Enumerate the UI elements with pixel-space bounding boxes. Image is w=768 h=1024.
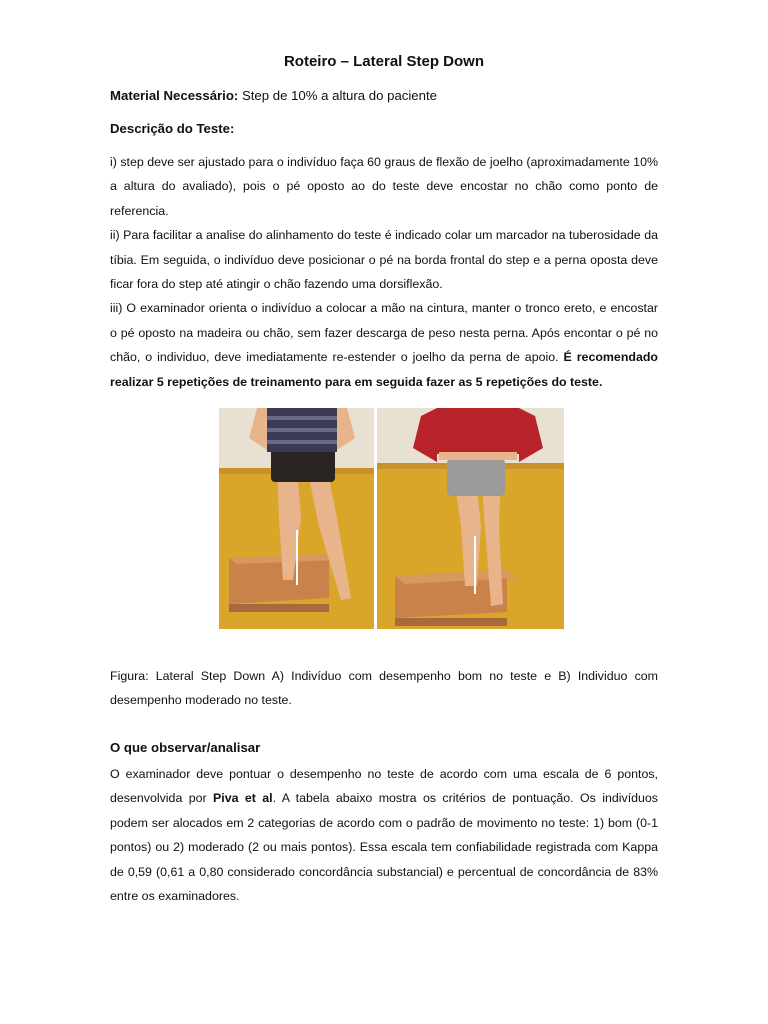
material-label: Material Necessário: bbox=[110, 88, 239, 103]
material-line bbox=[110, 87, 658, 105]
description-body bbox=[110, 150, 658, 394]
figure-caption: Figura: Lateral Step Down A) Indivíduo com desempenho bom no teste e B) Individuo com desempenho moderado no teste. bbox=[110, 669, 658, 708]
observe-text-end: . A tabela abaixo mostra os critérios de pontuação. Os indivíduos podem ser alocados em 2 categorias de acordo com o padrão de movimento no teste: 1) bom (0-1 pontos) ou 2) moderado (2 ou mais pontos). Essa escala tem confiabilidade registrada com Kappa de 0,59 (0,61 a 0,80 considerado concordância substancial) e percentual de concordância de 83% entre os examinadores. bbox=[110, 791, 659, 904]
observe-text-bold: Piva et al bbox=[213, 791, 273, 806]
page-title: Roteiro – Lateral Step Down bbox=[283, 53, 485, 70]
description-item-3 bbox=[110, 296, 658, 394]
observe-text-start: O examinador deve pontuar o desempenho no teste de acordo com uma escala de 6 pontos, desenvolvida por bbox=[110, 767, 658, 806]
photo-b bbox=[377, 408, 564, 629]
photo-a bbox=[219, 408, 374, 629]
description-item-3-bold: É recomendado realizar 5 repetições de treinamento para em seguida fazer as 5 repetições do teste. bbox=[110, 350, 658, 389]
description-item-1: i) step deve ser ajustado para o indivíduo faça 60 graus de flexão de joelho (aproximadamente 10% a altura do avaliado), pois o pé oposto ao do teste deve encostar no chão como ponto de referencia. bbox=[110, 155, 658, 218]
material-value: Step de 10% a altura do paciente bbox=[238, 88, 437, 103]
description-item-3-text: iii) O examinador orienta o indivíduo a colocar a mão na cintura, manter o tronco ereto, e encostar o pé oposto na madeira ou chão, sem fazer descarga de peso nesta perna. Após encontar o pé no chão, o individuo, deve imediatamente re-estender o joelho da perna de apoio. bbox=[110, 301, 658, 365]
observe-heading: O que observar/analisar bbox=[110, 740, 261, 755]
description-item-2: ii) Para facilitar a analise do alinhamento do teste é indicado colar um marcador na tuberosidade da tíbia. Em seguida, o indivíduo deve posicionar o pé na borda frontal do step e a perna oposta deve ficar fora do step até atingir o chão fazendo uma dorsiflexão. bbox=[110, 228, 658, 292]
description-heading: Descrição do Teste: bbox=[110, 121, 235, 136]
photo-a-illustration bbox=[219, 408, 374, 629]
observe-body bbox=[110, 762, 658, 908]
photo-b-illustration bbox=[377, 408, 564, 629]
